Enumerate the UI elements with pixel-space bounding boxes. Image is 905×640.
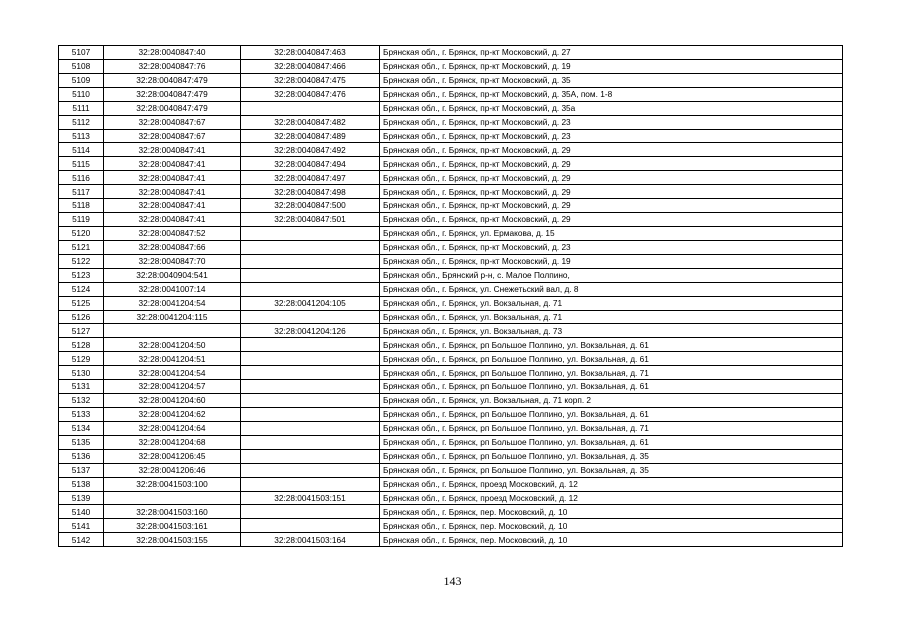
cadastral-number-cell: 32:28:0041204:54 bbox=[104, 366, 241, 380]
table-row bbox=[59, 73, 843, 87]
address-cell: Брянская обл., г. Брянск, рп Большое Полпино, ул. Вокзальная, д. 61 bbox=[380, 380, 843, 394]
related-cadastral-number-cell bbox=[241, 435, 380, 449]
table-row bbox=[59, 115, 843, 129]
cadastral-number-cell: 32:28:0041204:54 bbox=[104, 296, 241, 310]
table-row bbox=[59, 87, 843, 101]
row-number-cell: 5141 bbox=[59, 519, 104, 533]
cadastral-number-cell: 32:28:0040904:541 bbox=[104, 268, 241, 282]
row-number-cell: 5121 bbox=[59, 240, 104, 254]
table-row bbox=[59, 435, 843, 449]
cadastral-number-cell: 32:28:0041503:100 bbox=[104, 477, 241, 491]
cadastral-number-cell: 32:28:0041204:64 bbox=[104, 421, 241, 435]
row-number-cell: 5113 bbox=[59, 129, 104, 143]
row-number-cell: 5107 bbox=[59, 46, 104, 60]
row-number-cell: 5126 bbox=[59, 310, 104, 324]
row-number-cell: 5132 bbox=[59, 394, 104, 408]
row-number-cell: 5108 bbox=[59, 59, 104, 73]
address-cell: Брянская обл., г. Брянск, рп Большое Полпино, ул. Вокзальная, д. 35 bbox=[380, 463, 843, 477]
address-cell: Брянская обл., г. Брянск, ул. Снежетьский вал, д. 8 bbox=[380, 282, 843, 296]
address-cell: Брянская обл., г. Брянск, рп Большое Полпино, ул. Вокзальная, д. 61 bbox=[380, 352, 843, 366]
cadastral-number-cell: 32:28:0041204:57 bbox=[104, 380, 241, 394]
page-number: 143 bbox=[443, 574, 462, 588]
row-number-cell: 5142 bbox=[59, 533, 104, 547]
table-row bbox=[59, 143, 843, 157]
address-cell: Брянская обл., г. Брянск, пр-кт Московский, д. 35а bbox=[380, 101, 843, 115]
address-cell: Брянская обл., г. Брянск, пер. Московский, д. 10 bbox=[380, 505, 843, 519]
related-cadastral-number-cell bbox=[241, 282, 380, 296]
row-number-cell: 5137 bbox=[59, 463, 104, 477]
related-cadastral-number-cell: 32:28:0040847:466 bbox=[241, 59, 380, 73]
address-cell: Брянская обл., г. Брянск, пр-кт Московский, д. 19 bbox=[380, 59, 843, 73]
row-number-cell: 5140 bbox=[59, 505, 104, 519]
related-cadastral-number-cell: 32:28:0040847:497 bbox=[241, 171, 380, 185]
table-body bbox=[59, 46, 843, 547]
address-cell: Брянская обл., г. Брянск, пр-кт Московский, д. 19 bbox=[380, 254, 843, 268]
row-number-cell: 5130 bbox=[59, 366, 104, 380]
table-row bbox=[59, 449, 843, 463]
table-row bbox=[59, 477, 843, 491]
table-row bbox=[59, 199, 843, 213]
related-cadastral-number-cell bbox=[241, 449, 380, 463]
cadastral-number-cell: 32:28:0040847:40 bbox=[104, 46, 241, 60]
address-cell: Брянская обл., Брянский р-н, с. Малое Полпино, bbox=[380, 268, 843, 282]
row-number-cell: 5123 bbox=[59, 268, 104, 282]
table-row bbox=[59, 213, 843, 227]
related-cadastral-number-cell bbox=[241, 226, 380, 240]
table-row bbox=[59, 185, 843, 199]
address-cell: Брянская обл., г. Брянск, ул. Вокзальная, д. 71 корп. 2 bbox=[380, 394, 843, 408]
address-cell: Брянская обл., г. Брянск, рп Большое Полпино, ул. Вокзальная, д. 71 bbox=[380, 421, 843, 435]
cadastral-number-cell: 32:28:0040847:41 bbox=[104, 185, 241, 199]
table-row bbox=[59, 463, 843, 477]
address-cell: Брянская обл., г. Брянск, пер. Московский, д. 10 bbox=[380, 519, 843, 533]
row-number-cell: 5138 bbox=[59, 477, 104, 491]
address-cell: Брянская обл., г. Брянск, пр-кт Московский, д. 29 bbox=[380, 199, 843, 213]
cadastral-number-cell: 32:28:0041204:115 bbox=[104, 310, 241, 324]
cadastral-number-cell: 32:28:0040847:41 bbox=[104, 171, 241, 185]
cadastral-number-cell: 32:28:0040847:41 bbox=[104, 143, 241, 157]
cadastral-number-cell: 32:28:0040847:52 bbox=[104, 226, 241, 240]
address-cell: Брянская обл., г. Брянск, проезд Московский, д. 12 bbox=[380, 477, 843, 491]
related-cadastral-number-cell: 32:28:0040847:489 bbox=[241, 129, 380, 143]
row-number-cell: 5122 bbox=[59, 254, 104, 268]
address-cell: Брянская обл., г. Брянск, рп Большое Полпино, ул. Вокзальная, д. 61 bbox=[380, 435, 843, 449]
address-cell: Брянская обл., г. Брянск, пр-кт Московский, д. 23 bbox=[380, 129, 843, 143]
cadastral-number-cell: 32:28:0041204:68 bbox=[104, 435, 241, 449]
cadastral-number-cell: 32:28:0040847:66 bbox=[104, 240, 241, 254]
address-cell: Брянская обл., г. Брянск, ул. Ермакова, д. 15 bbox=[380, 226, 843, 240]
related-cadastral-number-cell: 32:28:0041503:164 bbox=[241, 533, 380, 547]
table-row bbox=[59, 282, 843, 296]
cadastral-number-cell bbox=[104, 324, 241, 338]
related-cadastral-number-cell bbox=[241, 380, 380, 394]
related-cadastral-number-cell: 32:28:0040847:498 bbox=[241, 185, 380, 199]
cadastral-number-cell: 32:28:0041503:155 bbox=[104, 533, 241, 547]
related-cadastral-number-cell: 32:28:0040847:482 bbox=[241, 115, 380, 129]
address-cell: Брянская обл., г. Брянск, пр-кт Московский, д. 29 bbox=[380, 157, 843, 171]
address-cell: Брянская обл., г. Брянск, пр-кт Московский, д. 29 bbox=[380, 213, 843, 227]
cadastral-number-cell: 32:28:0041206:46 bbox=[104, 463, 241, 477]
table-row bbox=[59, 310, 843, 324]
cadastral-number-cell: 32:28:0041204:60 bbox=[104, 394, 241, 408]
cadastral-number-cell: 32:28:0040847:479 bbox=[104, 73, 241, 87]
cadastral-number-cell: 32:28:0041503:161 bbox=[104, 519, 241, 533]
row-number-cell: 5136 bbox=[59, 449, 104, 463]
address-cell: Брянская обл., г. Брянск, рп Большое Полпино, ул. Вокзальная, д. 61 bbox=[380, 407, 843, 421]
address-cell: Брянская обл., г. Брянск, рп Большое Полпино, ул. Вокзальная, д. 71 bbox=[380, 366, 843, 380]
cadastral-number-cell: 32:28:0040847:70 bbox=[104, 254, 241, 268]
related-cadastral-number-cell bbox=[241, 268, 380, 282]
table-row bbox=[59, 101, 843, 115]
address-cell: Брянская обл., г. Брянск, рп Большое Полпино, ул. Вокзальная, д. 61 bbox=[380, 338, 843, 352]
row-number-cell: 5125 bbox=[59, 296, 104, 310]
related-cadastral-number-cell: 32:28:0040847:494 bbox=[241, 157, 380, 171]
table-row bbox=[59, 407, 843, 421]
address-cell: Брянская обл., г. Брянск, пр-кт Московский, д. 27 bbox=[380, 46, 843, 60]
related-cadastral-number-cell bbox=[241, 352, 380, 366]
related-cadastral-number-cell bbox=[241, 240, 380, 254]
table-row bbox=[59, 338, 843, 352]
table-row bbox=[59, 268, 843, 282]
related-cadastral-number-cell bbox=[241, 477, 380, 491]
cadastral-number-cell: 32:28:0041503:160 bbox=[104, 505, 241, 519]
related-cadastral-number-cell bbox=[241, 101, 380, 115]
address-cell: Брянская обл., г. Брянск, пр-кт Московский, д. 35А, пом. 1-8 bbox=[380, 87, 843, 101]
related-cadastral-number-cell bbox=[241, 338, 380, 352]
table-row bbox=[59, 505, 843, 519]
row-number-cell: 5117 bbox=[59, 185, 104, 199]
row-number-cell: 5134 bbox=[59, 421, 104, 435]
row-number-cell: 5127 bbox=[59, 324, 104, 338]
related-cadastral-number-cell: 32:28:0040847:501 bbox=[241, 213, 380, 227]
cadastral-number-cell: 32:28:0040847:76 bbox=[104, 59, 241, 73]
related-cadastral-number-cell: 32:28:0041503:151 bbox=[241, 491, 380, 505]
address-cell: Брянская обл., г. Брянск, пер. Московский, д. 10 bbox=[380, 533, 843, 547]
row-number-cell: 5114 bbox=[59, 143, 104, 157]
cadastral-number-cell: 32:28:0040847:67 bbox=[104, 115, 241, 129]
row-number-cell: 5115 bbox=[59, 157, 104, 171]
related-cadastral-number-cell bbox=[241, 463, 380, 477]
table-row bbox=[59, 240, 843, 254]
row-number-cell: 5116 bbox=[59, 171, 104, 185]
related-cadastral-number-cell bbox=[241, 366, 380, 380]
address-cell: Брянская обл., г. Брянск, пр-кт Московский, д. 35 bbox=[380, 73, 843, 87]
cadastral-number-cell: 32:28:0041206:45 bbox=[104, 449, 241, 463]
address-cell: Брянская обл., г. Брянск, пр-кт Московский, д. 29 bbox=[380, 171, 843, 185]
cadastral-number-cell bbox=[104, 491, 241, 505]
address-cell: Брянская обл., г. Брянск, пр-кт Московский, д. 29 bbox=[380, 143, 843, 157]
address-cell: Брянская обл., г. Брянск, ул. Вокзальная, д. 71 bbox=[380, 310, 843, 324]
cadastral-number-cell: 32:28:0040847:41 bbox=[104, 213, 241, 227]
row-number-cell: 5133 bbox=[59, 407, 104, 421]
cadastral-number-cell: 32:28:0040847:41 bbox=[104, 199, 241, 213]
related-cadastral-number-cell: 32:28:0040847:492 bbox=[241, 143, 380, 157]
table-row bbox=[59, 296, 843, 310]
table-row bbox=[59, 226, 843, 240]
address-cell: Брянская обл., г. Брянск, проезд Московский, д. 12 bbox=[380, 491, 843, 505]
cadastral-number-cell: 32:28:0040847:67 bbox=[104, 129, 241, 143]
table-row bbox=[59, 533, 843, 547]
table-row bbox=[59, 46, 843, 60]
related-cadastral-number-cell bbox=[241, 407, 380, 421]
address-cell: Брянская обл., г. Брянск, ул. Вокзальная, д. 71 bbox=[380, 296, 843, 310]
related-cadastral-number-cell: 32:28:0040847:475 bbox=[241, 73, 380, 87]
related-cadastral-number-cell: 32:28:0040847:463 bbox=[241, 46, 380, 60]
table-row bbox=[59, 519, 843, 533]
table-row bbox=[59, 129, 843, 143]
cadastral-number-cell: 32:28:0040847:41 bbox=[104, 157, 241, 171]
table-row bbox=[59, 380, 843, 394]
row-number-cell: 5109 bbox=[59, 73, 104, 87]
table-row bbox=[59, 171, 843, 185]
table-row bbox=[59, 352, 843, 366]
row-number-cell: 5110 bbox=[59, 87, 104, 101]
related-cadastral-number-cell bbox=[241, 421, 380, 435]
related-cadastral-number-cell: 32:28:0041204:105 bbox=[241, 296, 380, 310]
table-row bbox=[59, 491, 843, 505]
row-number-cell: 5131 bbox=[59, 380, 104, 394]
property-register-table bbox=[58, 45, 843, 547]
row-number-cell: 5124 bbox=[59, 282, 104, 296]
address-cell: Брянская обл., г. Брянск, пр-кт Московский, д. 23 bbox=[380, 115, 843, 129]
row-number-cell: 5118 bbox=[59, 199, 104, 213]
related-cadastral-number-cell: 32:28:0040847:476 bbox=[241, 87, 380, 101]
cadastral-number-cell: 32:28:0040847:479 bbox=[104, 101, 241, 115]
row-number-cell: 5139 bbox=[59, 491, 104, 505]
table-row bbox=[59, 59, 843, 73]
cadastral-number-cell: 32:28:0041007:14 bbox=[104, 282, 241, 296]
row-number-cell: 5112 bbox=[59, 115, 104, 129]
address-cell: Брянская обл., г. Брянск, пр-кт Московский, д. 29 bbox=[380, 185, 843, 199]
related-cadastral-number-cell: 32:28:0041204:126 bbox=[241, 324, 380, 338]
table-row bbox=[59, 366, 843, 380]
table-row bbox=[59, 157, 843, 171]
cadastral-number-cell: 32:28:0040847:479 bbox=[104, 87, 241, 101]
related-cadastral-number-cell bbox=[241, 310, 380, 324]
address-cell: Брянская обл., г. Брянск, пр-кт Московский, д. 23 bbox=[380, 240, 843, 254]
cadastral-number-cell: 32:28:0041204:51 bbox=[104, 352, 241, 366]
related-cadastral-number-cell bbox=[241, 394, 380, 408]
table-row bbox=[59, 394, 843, 408]
related-cadastral-number-cell bbox=[241, 505, 380, 519]
table-row bbox=[59, 324, 843, 338]
cadastral-number-cell: 32:28:0041204:62 bbox=[104, 407, 241, 421]
related-cadastral-number-cell bbox=[241, 519, 380, 533]
row-number-cell: 5128 bbox=[59, 338, 104, 352]
table-row bbox=[59, 254, 843, 268]
row-number-cell: 5129 bbox=[59, 352, 104, 366]
address-cell: Брянская обл., г. Брянск, ул. Вокзальная, д. 73 bbox=[380, 324, 843, 338]
address-cell: Брянская обл., г. Брянск, рп Большое Полпино, ул. Вокзальная, д. 35 bbox=[380, 449, 843, 463]
table-row bbox=[59, 421, 843, 435]
cadastral-number-cell: 32:28:0041204:50 bbox=[104, 338, 241, 352]
row-number-cell: 5111 bbox=[59, 101, 104, 115]
related-cadastral-number-cell: 32:28:0040847:500 bbox=[241, 199, 380, 213]
related-cadastral-number-cell bbox=[241, 254, 380, 268]
row-number-cell: 5135 bbox=[59, 435, 104, 449]
row-number-cell: 5120 bbox=[59, 226, 104, 240]
row-number-cell: 5119 bbox=[59, 213, 104, 227]
